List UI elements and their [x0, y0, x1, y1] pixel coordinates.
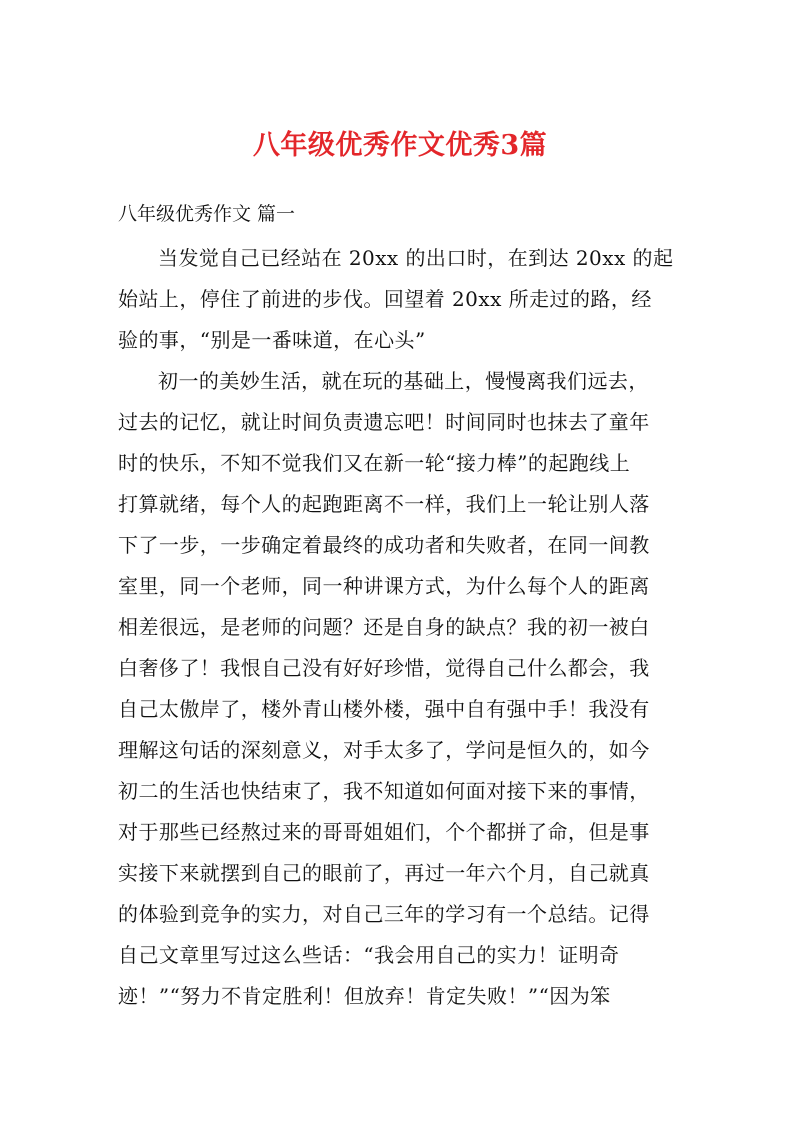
paragraph-line: 时的快乐，不知不觉我们又在新一轮“接力棒”的起跑线上 [118, 451, 631, 475]
document-title: 八年级优秀作文优秀3篇 [252, 130, 548, 161]
paragraph-line: 过去的记忆，就让时间负责遗忘吧！时间同时也抹去了童年 [118, 410, 650, 434]
paragraph-line: 的体验到竞争的实力，对自己三年的学习有一个总结。记得 [118, 902, 650, 926]
paragraph-line: 迹！”“努力不肯定胜利！但放弃！肯定失败！”“因为笨 [118, 984, 611, 1008]
paragraph-line: 对于那些已经熬过来的哥哥姐姐们，个个都拼了命，但是事 [118, 820, 650, 844]
paragraph-line: 室里，同一个老师，同一种讲课方式，为什么每个人的距离 [118, 574, 650, 598]
section-heading: 八年级优秀作文 篇一 [118, 203, 296, 225]
paragraph-line: 理解这句话的深刻意义，对手太多了，学问是恒久的，如今 [118, 738, 650, 762]
paragraph-line: 始站上，停住了前进的步伐。回望着 20xx 所走过的路，经 [118, 287, 652, 311]
paragraph-line: 初二的生活也快结束了，我不知道如何面对接下来的事情， [118, 779, 650, 803]
paragraph-line: 当发觉自己已经站在 20xx 的出口时，在到达 20xx 的起 [158, 246, 674, 270]
paragraph-line: 下了一步，一步确定着最终的成功者和失败者，在同一间教 [118, 533, 650, 557]
paragraph-line: 验的事，“别是一番味道，在心头” [118, 328, 426, 352]
paragraph-line: 实接下来就摆到自己的眼前了，再过一年六个月，自己就真 [118, 861, 650, 885]
paragraph-line: 白奢侈了！我恨自己没有好好珍惜，觉得自己什么都会，我 [118, 656, 650, 680]
paragraph-line: 相差很远，是老师的问题？还是自身的缺点？我的初一被白 [118, 615, 650, 639]
paragraph-line: 初一的美妙生活，就在玩的基础上，慢慢离我们远去， [158, 369, 649, 393]
paragraph-line: 自己太傲岸了，楼外青山楼外楼，强中自有强中手！我没有 [118, 697, 650, 721]
paragraph-line: 自己文章里写过这么些话：“我会用自己的实力！证明奇 [118, 943, 620, 967]
paragraph-line: 打算就绪，每个人的起跑距离不一样，我们上一轮让别人落 [118, 492, 650, 516]
